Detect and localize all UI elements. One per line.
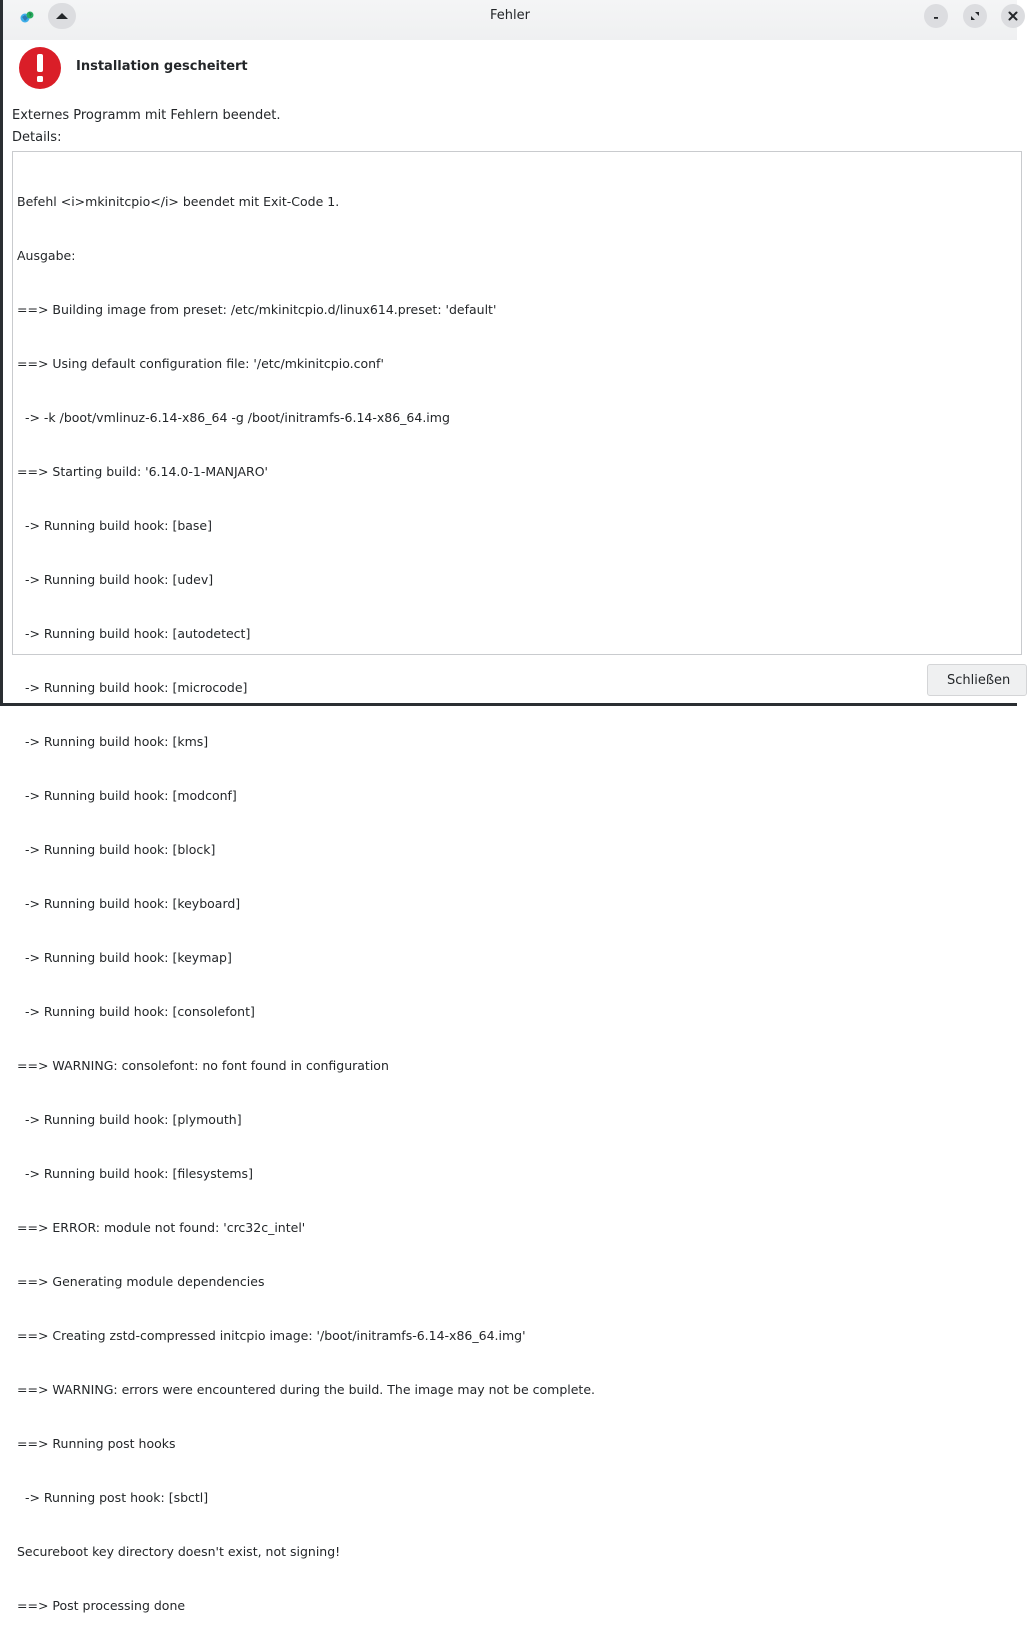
error-message: Externes Programm mit Fehlern beendet. (12, 108, 281, 123)
details-line: -> Running build hook: [modconf] (17, 788, 237, 803)
details-line: -> -k /boot/vmlinuz-6.14-x86_64 -g /boot/initramfs-6.14-x86_64.img (17, 410, 450, 425)
error-icon (16, 44, 64, 92)
maximize-button[interactable] (963, 4, 987, 28)
close-icon (1007, 10, 1019, 22)
details-line: ==> Building image from preset: /etc/mkinitcpio.d/linux614.preset: 'default' (17, 302, 497, 317)
details-line: -> Running build hook: [base] (17, 518, 213, 533)
details-label: Details: (12, 130, 62, 145)
window-edge-bottom (0, 703, 1017, 706)
details-line: -> Running build hook: [plymouth] (17, 1112, 242, 1127)
details-line: ==> Starting build: '6.14.0-1-MANJARO' (17, 464, 268, 479)
details-line: ==> ERROR: module not found: 'crc32c_intel' (17, 1220, 306, 1235)
window-title: Fehler (490, 8, 530, 23)
details-line: Ausgabe: (17, 248, 76, 263)
title-bar[interactable] (3, 0, 1017, 40)
details-line: ==> Running post hooks (17, 1436, 176, 1451)
details-line: -> Running build hook: [autodetect] (17, 626, 251, 641)
details-line: -> Running build hook: [udev] (17, 572, 214, 587)
details-output (17, 157, 595, 1651)
details-line: Secureboot key directory doesn't exist, not signing! (17, 1544, 341, 1559)
details-line: -> Running build hook: [keymap] (17, 950, 232, 965)
details-line: -> Running build hook: [keyboard] (17, 896, 241, 911)
minimize-button[interactable] (924, 4, 948, 28)
details-line: -> Running post hook: [sbctl] (17, 1490, 209, 1505)
details-line: -> Running build hook: [microcode] (17, 680, 248, 695)
maximize-icon (969, 10, 981, 22)
dialog-heading: Installation gescheitert (76, 59, 248, 74)
close-window-button[interactable] (1001, 4, 1025, 28)
details-line: ==> Generating module dependencies (17, 1274, 265, 1289)
details-line: ==> Post processing done (17, 1598, 186, 1613)
details-line: ==> WARNING: errors were encountered during the build. The image may not be complete. (17, 1382, 595, 1397)
details-line: -> Running build hook: [kms] (17, 734, 209, 749)
window-edge-left (0, 0, 3, 706)
details-line: Befehl <i>mkinitcpio</i> beendet mit Exit-Code 1. (17, 194, 340, 209)
minimize-icon (930, 10, 942, 22)
details-line: ==> Using default configuration file: '/etc/mkinitcpio.conf' (17, 356, 384, 371)
details-line: -> Running build hook: [block] (17, 842, 216, 857)
details-line: ==> Creating zstd-compressed initcpio image: '/boot/initramfs-6.14-x86_64.img' (17, 1328, 526, 1343)
details-line: -> Running build hook: [consolefont] (17, 1004, 255, 1019)
close-button[interactable]: Schließen (927, 664, 1027, 696)
details-line: -> Running build hook: [filesystems] (17, 1166, 253, 1181)
details-line: ==> WARNING: consolefont: no font found in configuration (17, 1058, 389, 1073)
